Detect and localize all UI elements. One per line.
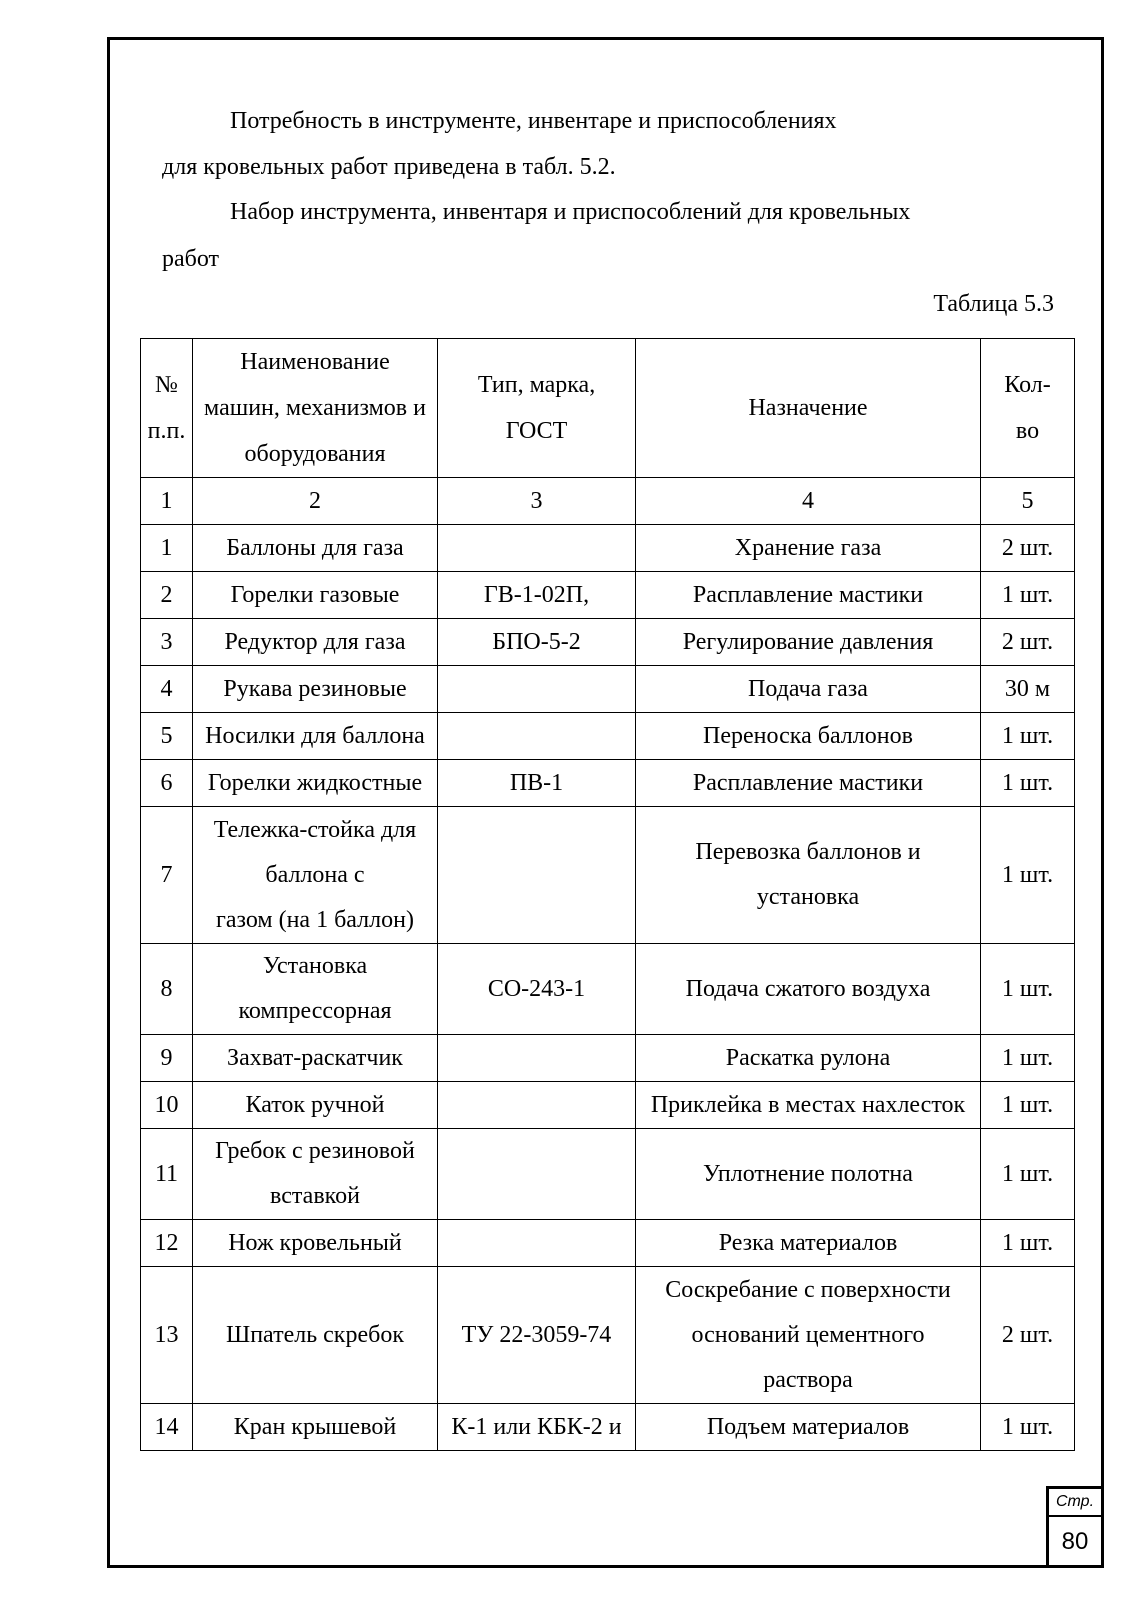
cell-line: п.п.	[147, 418, 186, 444]
cell-name	[193, 1220, 438, 1267]
table-header-row	[141, 339, 1075, 478]
cell-name	[193, 760, 438, 807]
paragraph-1-line-2: для кровельных работ приведена в табл. 5.2.	[162, 154, 616, 180]
cell-line: СО-243-1	[487, 975, 586, 1002]
cell-qty: 1 шт.	[981, 1404, 1075, 1451]
cell-line: Носилки для баллона	[205, 722, 425, 749]
cell-line: Тип, марка,	[477, 372, 596, 398]
table-row	[141, 1082, 1075, 1129]
table-row	[141, 666, 1075, 713]
cell-type	[438, 1404, 636, 1451]
table-row	[141, 713, 1075, 760]
cell-line: Раскатка рулона	[725, 1044, 891, 1071]
cell-type	[438, 1082, 636, 1129]
cell-num: 11	[141, 1129, 193, 1220]
cell-qty: 2 шт.	[981, 525, 1075, 572]
paragraph-1-line-1: Потребность в инструменте, инвентаре и приспособлениях	[230, 108, 837, 134]
cell-line: Соскребание с поверхности	[665, 1276, 951, 1303]
cell-qty: 1 шт.	[981, 1082, 1075, 1129]
cell-line: Кран крышевой	[233, 1413, 397, 1440]
cell-line: ТУ 22-3059-74	[461, 1321, 612, 1348]
cell-qty: 1 шт.	[981, 760, 1075, 807]
cell-purpose	[636, 807, 981, 944]
cell-purpose	[636, 525, 981, 572]
tools-table	[140, 338, 1075, 1451]
column-numbers-row	[141, 478, 1075, 525]
cell-line: К-1 или КБК-2 и	[451, 1413, 622, 1440]
cell-line: Наименование	[240, 349, 390, 375]
cell-type	[438, 944, 636, 1035]
cell-qty: 1 шт.	[981, 1220, 1075, 1267]
cell-num: 3	[141, 619, 193, 666]
cell-line: Перевозка баллонов и	[695, 839, 921, 865]
cell-line: Редуктор для газа	[224, 628, 406, 655]
col-number: 4	[636, 478, 981, 525]
cell-line: Приклейка в местах нахлесток	[650, 1091, 966, 1118]
cell-num: 4	[141, 666, 193, 713]
cell-type	[438, 760, 636, 807]
cell-line: Горелки газовые	[230, 581, 400, 608]
cell-line: Установка	[262, 953, 368, 979]
table-row	[141, 1220, 1075, 1267]
page-label: Стр.	[1049, 1489, 1101, 1517]
cell-line: во	[1015, 418, 1040, 444]
cell-num: 8	[141, 944, 193, 1035]
cell-qty: 1 шт.	[981, 1129, 1075, 1220]
cell-type	[438, 1129, 636, 1220]
cell-line: Захват-раскатчик	[227, 1044, 403, 1071]
cell-line: Резка материалов	[718, 1229, 898, 1256]
col-number: 2	[193, 478, 438, 525]
cell-type	[438, 525, 636, 572]
header-qty	[981, 339, 1075, 478]
cell-name	[193, 807, 438, 944]
cell-purpose	[636, 1035, 981, 1082]
col-number: 1	[141, 478, 193, 525]
cell-num: 6	[141, 760, 193, 807]
table-row	[141, 619, 1075, 666]
cell-line: газом (на 1 баллон)	[216, 906, 414, 933]
cell-num: 10	[141, 1082, 193, 1129]
cell-line: Подача сжатого воздуха	[685, 975, 931, 1002]
page-number-stamp	[1046, 1486, 1104, 1568]
cell-line: ГВ-1-02П,	[483, 581, 590, 608]
cell-qty: 2 шт.	[981, 619, 1075, 666]
cell-qty: 30 м	[981, 666, 1075, 713]
cell-type	[438, 713, 636, 760]
cell-name	[193, 525, 438, 572]
header-purpose: Назначение	[636, 339, 981, 478]
cell-type	[438, 1267, 636, 1404]
cell-line: Шпатель скребок	[226, 1321, 404, 1348]
page-number: 80	[1061, 1528, 1089, 1555]
cell-purpose	[636, 713, 981, 760]
cell-num: 12	[141, 1220, 193, 1267]
cell-line: машин, механизмов и	[204, 395, 426, 421]
cell-purpose	[636, 572, 981, 619]
cell-line: оборудования	[244, 441, 386, 467]
cell-purpose	[636, 944, 981, 1035]
cell-line: Хранение газа	[734, 534, 882, 561]
cell-purpose	[636, 666, 981, 713]
cell-name	[193, 1035, 438, 1082]
cell-line: установка	[756, 884, 860, 910]
cell-num: 14	[141, 1404, 193, 1451]
cell-name	[193, 1129, 438, 1220]
cell-line: БПО-5-2	[492, 628, 581, 655]
cell-line: компрессорная	[238, 998, 392, 1024]
cell-num: 1	[141, 525, 193, 572]
header-type	[438, 339, 636, 478]
cell-line: Тележка-стойка для	[213, 816, 417, 843]
cell-line: Подъем материалов	[706, 1413, 910, 1440]
cell-line: Рукава резиновые	[223, 675, 407, 702]
cell-line: Нож кровельный	[228, 1229, 402, 1256]
cell-line: Баллоны для газа	[226, 534, 404, 561]
cell-qty: 1 шт.	[981, 572, 1075, 619]
cell-name	[193, 572, 438, 619]
cell-qty: 1 шт.	[981, 1035, 1075, 1082]
cell-line: раствора	[763, 1366, 853, 1393]
cell-type	[438, 807, 636, 944]
cell-purpose	[636, 760, 981, 807]
cell-name	[193, 619, 438, 666]
cell-line: Каток ручной	[245, 1091, 385, 1118]
cell-line: баллона с	[265, 861, 365, 888]
cell-name	[193, 944, 438, 1035]
cell-name	[193, 1082, 438, 1129]
cell-type	[438, 619, 636, 666]
cell-num: 13	[141, 1267, 193, 1404]
cell-line: оснований цементного	[691, 1321, 925, 1348]
cell-line: Переноска баллонов	[703, 722, 913, 749]
cell-qty: 2 шт.	[981, 1267, 1075, 1404]
cell-name	[193, 1267, 438, 1404]
cell-line: Гребок с резиновой	[215, 1138, 415, 1164]
cell-line: Кол-	[1004, 372, 1051, 398]
cell-line: Подача газа	[748, 675, 868, 702]
cell-type	[438, 572, 636, 619]
cell-num: 7	[141, 807, 193, 944]
table-row	[141, 1404, 1075, 1451]
cell-line: ГОСТ	[505, 418, 568, 444]
cell-type	[438, 1035, 636, 1082]
paragraph-2-line-1: Набор инструмента, инвентаря и приспособлений для кровельных	[230, 199, 911, 225]
table-body	[141, 478, 1075, 1451]
table-row	[141, 1129, 1075, 1220]
cell-purpose	[636, 1220, 981, 1267]
cell-purpose	[636, 1129, 981, 1220]
cell-qty: 1 шт.	[981, 807, 1075, 944]
col-number: 3	[438, 478, 636, 525]
cell-line: Регулирование давления	[682, 628, 934, 655]
table-caption: Таблица 5.3	[933, 291, 1054, 317]
paragraph-2-line-2: работ	[162, 246, 220, 272]
cell-num: 5	[141, 713, 193, 760]
cell-line: Расплавление мастики	[692, 581, 924, 608]
col-number: 5	[981, 478, 1075, 525]
table-row	[141, 760, 1075, 807]
cell-line: Уплотнение полотна	[703, 1160, 913, 1187]
cell-purpose	[636, 1082, 981, 1129]
table-row	[141, 572, 1075, 619]
header-num	[141, 339, 193, 478]
header-name	[193, 339, 438, 478]
table-row	[141, 525, 1075, 572]
table-row	[141, 944, 1075, 1035]
cell-qty: 1 шт.	[981, 944, 1075, 1035]
cell-qty: 1 шт.	[981, 713, 1075, 760]
cell-num: 2	[141, 572, 193, 619]
table-row	[141, 807, 1075, 944]
cell-name	[193, 713, 438, 760]
cell-line: вставкой	[270, 1183, 360, 1209]
cell-name	[193, 1404, 438, 1451]
cell-num: 9	[141, 1035, 193, 1082]
cell-type	[438, 1220, 636, 1267]
cell-purpose	[636, 619, 981, 666]
cell-line: №	[155, 372, 178, 398]
cell-line: Горелки жидкостные	[207, 769, 423, 796]
cell-name	[193, 666, 438, 713]
cell-purpose	[636, 1267, 981, 1404]
cell-line: ПВ-1	[509, 769, 564, 796]
cell-purpose	[636, 1404, 981, 1451]
cell-type	[438, 666, 636, 713]
table-row	[141, 1267, 1075, 1404]
cell-line: Расплавление мастики	[692, 769, 924, 796]
table-row	[141, 1035, 1075, 1082]
